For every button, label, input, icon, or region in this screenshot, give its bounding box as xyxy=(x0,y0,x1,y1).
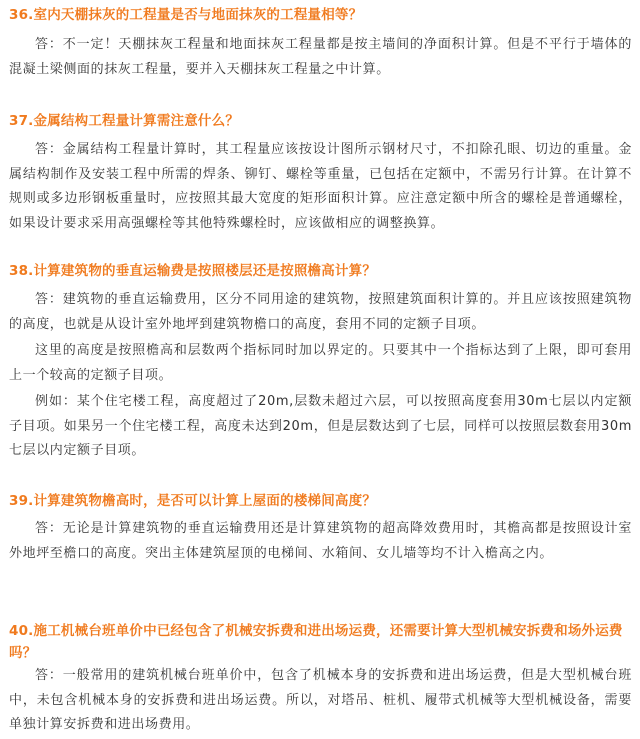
answer-38-paragraph-3: 例如：某个住宅楼工程，高度超过了20m,层数未超过六层，可以按照高度套用30m七层以内定额子目项。如果另一个住宅楼工程，高度未达到20m，但是层数达到了七层，同样可以按照层数套用30m七层以内定额子目项。 xyxy=(9,394,632,458)
answer-39-paragraph: 答：无论是计算建筑物的垂直运输费用还是计算建筑物的超高降效费用时，其檐高都是按照设计室外地坪至檐口的高度。突出主体建筑屋顶的电梯间、水箱间、女儿墙等均不计入檐高之内。 xyxy=(9,521,632,561)
question-40-heading: 40.施工机械台班单价中已经包含了机械安拆费和进出场运费，还需要计算大型机械安拆费和场外运费吗？ xyxy=(9,623,623,661)
answer-37-paragraph: 答：金属结构工程量计算时，其工程量应该按设计图所示钢材尺寸，不扣除孔眼、切边的重量。金属结构制作及安装工程中所需的焊条、铆钉、螺栓等重量，已包括在定额中，不需另行计算。在计算不规则或多边形钢板重量时，应按照其最大宽度的矩形面积计算。应注意定额中所含的螺栓是普通螺栓，如果设计要求采用高强螺栓等其他特殊螺栓时，应该做相应的调整换算。 xyxy=(9,142,632,231)
answer-40-paragraph: 答：一般常用的建筑机械台班单价中，包含了机械本身的安拆费和进出场运费，但是大型机械台班中，未包含机械本身的安拆费和进出场运费。所以，对塔吊、桩机、履带式机械等大型机械设备，需要单独计算安拆费和进出场费用。 xyxy=(9,668,632,732)
answer-38-paragraph-2: 这里的高度是按照檐高和层数两个指标同时加以界定的。只要其中一个指标达到了上限，即可套用上一个较高的定额子目项。 xyxy=(9,343,632,383)
question-36-heading: 36.室内天棚抹灰的工程量是否与地面抹灰的工程量相等？ xyxy=(9,7,363,23)
question-38-heading: 38.计算建筑物的垂直运输费是按照楼层还是按照檐高计算？ xyxy=(9,263,377,279)
answer-38-paragraph-1: 答：建筑物的垂直运输费用，区分不同用途的建筑物，按照建筑面积计算的。并且应该按照建筑物的高度，也就是从设计室外地坪到建筑物檐口的高度，套用不同的定额子目项。 xyxy=(9,292,632,332)
question-39-heading: 39.计算建筑物檐高时，是否可以计算上屋面的楼梯间高度？ xyxy=(9,493,377,509)
question-37-heading: 37.金属结构工程量计算需注意什么？ xyxy=(9,113,240,129)
answer-36-paragraph: 答：不一定！天棚抹灰工程量和地面抹灰工程量都是按主墙间的净面积计算。但是不平行于墙体的混凝土梁侧面的抹灰工程量，要并入天棚抹灰工程量之中计算。 xyxy=(9,37,632,77)
